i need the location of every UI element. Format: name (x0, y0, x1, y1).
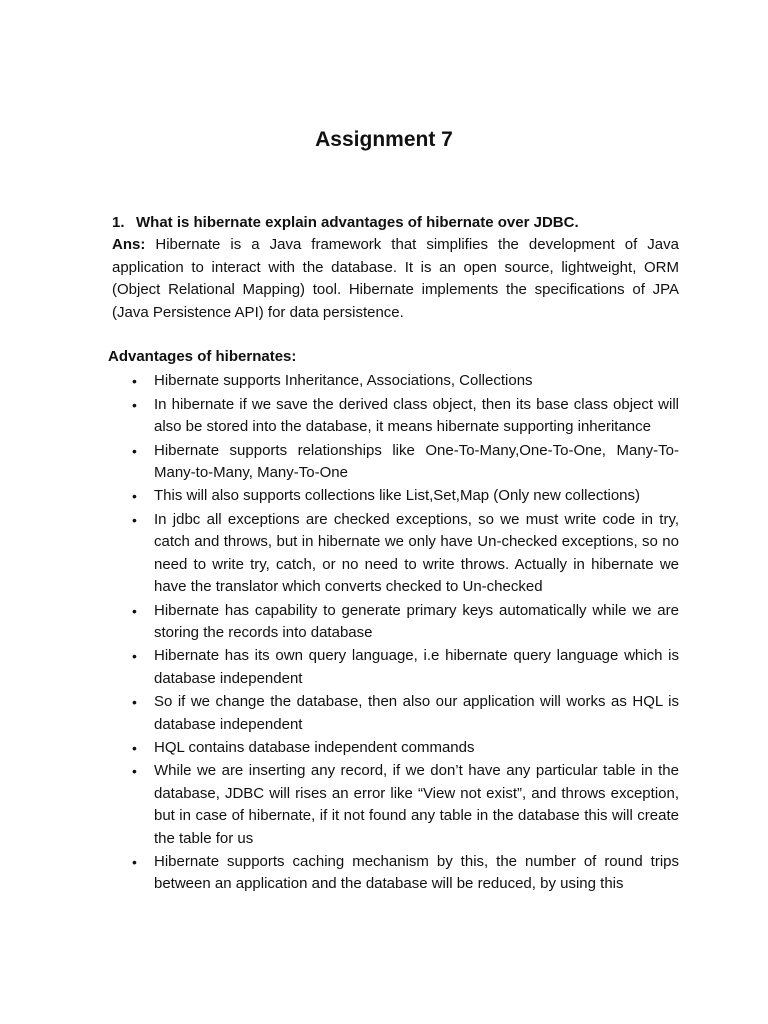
answer-paragraph (112, 234, 679, 324)
bullet-icon: • (132, 648, 137, 665)
page-title: Assignment 7 (315, 128, 453, 151)
list-item (112, 691, 679, 736)
list-item (112, 851, 679, 896)
answer-label: Ans: (112, 236, 146, 254)
list-item (112, 645, 679, 690)
question-number: 1. (112, 214, 125, 231)
document-body (108, 212, 679, 897)
list-item-text: Hibernate has capability to generate primary keys automatically while we are storing the records into database (154, 601, 679, 641)
list-item (112, 737, 679, 759)
answer-text: Hibernate is a Java framework that simplifies the development of Java application to interact with the database. It is an open source, lightweight, ORM (Object Relational Mapping) tool. Hibernate implements the specifications of JPA (Java Persistence API) for data persistence. (112, 236, 679, 321)
list-item (112, 485, 679, 507)
list-item-text: This will also supports collections like List,Set,Map (Only new collections) (154, 487, 641, 505)
list-item-text: Hibernate supports Inheritance, Associations, Collections (154, 372, 533, 390)
bullet-icon: • (132, 396, 137, 413)
list-item-text: In jdbc all exceptions are checked exceptions, so we must write code in try, catch and throws, but in hibernate we only have Un-checked exceptions, so no need to write try, catch, or no need to write throws. Actually in hibernate we have the translator which converts checked to Un-checked (154, 510, 679, 596)
bullet-icon: • (132, 488, 137, 505)
bullet-icon: • (132, 694, 137, 711)
list-item-text: HQL contains database independent commands (154, 738, 475, 756)
list-item-text: Hibernate has its own query language, i.e hibernate query language which is database independent (154, 647, 679, 687)
question-heading (112, 212, 679, 234)
list-item (112, 370, 679, 392)
question-text: What is hibernate explain advantages of hibernate over JDBC. (136, 214, 579, 231)
list-item-text: Hibernate supports caching mechanism by this, the number of round trips between an application and the database will be reduced, by using this (154, 852, 679, 893)
bullet-icon: • (132, 511, 137, 528)
bullet-icon: • (132, 763, 137, 780)
bullet-icon: • (132, 739, 137, 756)
list-item (112, 440, 679, 485)
bullet-icon: • (132, 853, 137, 870)
bullet-icon: • (132, 373, 137, 390)
list-item-text: So if we change the database, then also our application will works as HQL is database independent (154, 693, 679, 733)
bullet-icon: • (132, 442, 137, 459)
list-item (112, 760, 679, 850)
advantages-list (112, 370, 679, 895)
list-item (112, 394, 679, 439)
bullet-icon: • (132, 602, 137, 619)
list-item (112, 600, 679, 645)
list-item-text: While we are inserting any record, if we don’t have any particular table in the database, JDBC will rises an error like “View not exist”, and throws exception, but in case of hibernate, if it not found any table in the database this will create the table for us (154, 762, 679, 847)
list-item-text: In hibernate if we save the derived class object, then its base class object will also be stored into the database, it means hibernate supporting inheritance (154, 395, 679, 436)
list-item (112, 509, 679, 599)
list-item-text: Hibernate supports relationships like One-To-Many,One-To-One, Many-To-Many-to-Many, Many-To-One (154, 441, 679, 482)
advantages-heading: Advantages of hibernates: (108, 348, 297, 366)
